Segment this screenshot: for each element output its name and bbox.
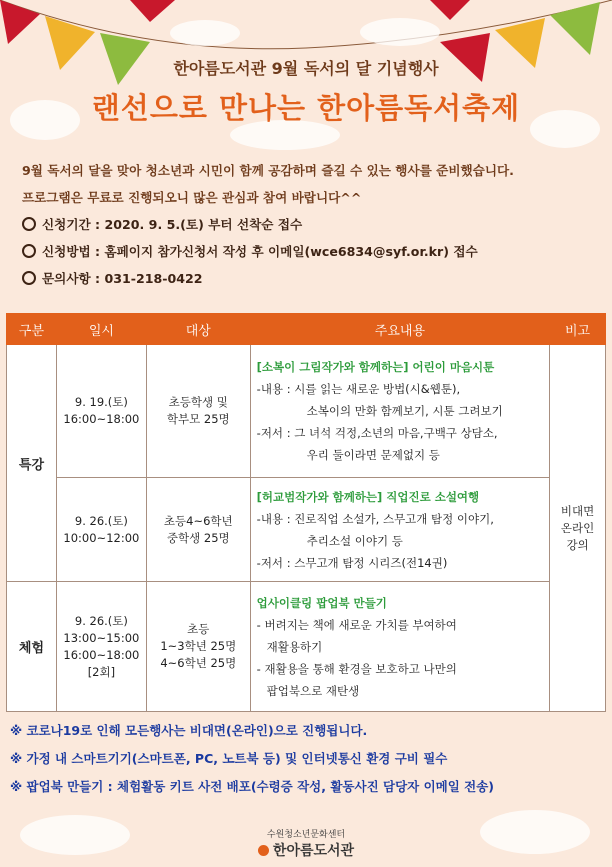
- header-target: 대상: [146, 314, 250, 345]
- row3-heading: 업사이클링 팝업북 만들기: [256, 595, 387, 610]
- header-content: 주요내용: [250, 314, 549, 345]
- row3-target: 초등 1~3학년 25명 4~6학년 25명: [146, 582, 250, 712]
- table-header-row: [7, 314, 606, 345]
- intro-line-2: 프로그램은 무료로 진행되오니 많은 관심과 참여 바랍니다^^: [22, 190, 362, 205]
- row2-date: 9. 26.(토) 10:00~12:00: [56, 478, 146, 582]
- application-period: 신청기간 : 2020. 9. 5.(토) 부터 선착순 접수: [22, 211, 602, 238]
- header-remark: 비고: [550, 314, 606, 345]
- note-item: ※ 코로나19로 인해 모든행사는 비대면(온라인)으로 진행됩니다.: [10, 723, 368, 738]
- row3-content: 업사이클링 팝업북 만들기 - 버려지는 책에 새로운 가치를 부여하여 재활용하기 - 재활용을 통해 환경을 보호하고 나만의 팝업북으로 재탄생: [250, 582, 549, 712]
- note-item: ※ 팝업북 만들기 : 체험활동 키트 사전 배포(수령증 작성, 활동사진 담당자 이메일 전송): [10, 779, 495, 794]
- category-lecture: 특강: [7, 345, 57, 582]
- cloud: [360, 18, 440, 46]
- row2-target: 초등4~6학년 중학생 25명: [146, 478, 250, 582]
- footer-library: 한아름도서관: [0, 840, 612, 860]
- table-row: [7, 478, 606, 582]
- category-experience: 체험: [7, 582, 57, 712]
- footer-org: 수원청소년문화센터: [266, 830, 346, 840]
- notes-section: [10, 717, 605, 801]
- row2-heading: [허교범작가와 함께하는] 직업진로 소설여행: [256, 489, 480, 504]
- event-subtitle: 한아름도서관 9월 독서의 달 기념행사: [173, 59, 439, 78]
- intro-section: [22, 157, 602, 292]
- footer: [0, 827, 612, 860]
- cloud: [170, 20, 240, 46]
- contact-info: 문의사항 : 031-218-0422: [22, 265, 602, 292]
- application-method: 신청방법 : 홈페이지 참가신청서 작성 후 이메일(wce6834@syf.or.kr) 접수: [22, 238, 602, 265]
- row2-content: [허교범작가와 함께하는] 직업진로 소설여행 -내용 : 진로직업 소설가, 스무고개 탐정 이야기, 추리소설 이야기 등 -저서 : 스무고개 탐정 시리즈(전14권): [250, 478, 549, 582]
- bunting-decoration: [0, 0, 612, 100]
- circle-icon: [22, 217, 36, 231]
- row1-content: [소복이 그림작가와 함께하는] 어린이 마음시툰 -내용 : 시를 읽는 새로운 방법(시&웹툰), 소복이의 만화 함께보기, 시툰 그려보기 -저서 : 그 녀석 걱정,소년의 마음,구백구 상담소, 우리 둘이라면 문제없지 등: [250, 345, 549, 478]
- intro-line-1: 9월 독서의 달을 맞아 청소년과 시민이 함께 공감하며 즐길 수 있는 행사를 준비했습니다.: [22, 163, 514, 178]
- table-row: [7, 582, 606, 712]
- library-logo-icon: [258, 845, 269, 856]
- note-item: ※ 가정 내 스마트기기(스마트폰, PC, 노트북 등) 및 인터넷통신 환경 구비 필수: [10, 751, 448, 766]
- row1-target: 초등학생 및 학부모 25명: [146, 345, 250, 478]
- header-category: 구분: [7, 314, 57, 345]
- row3-date: 9. 26.(토) 13:00~15:00 16:00~18:00 [2회]: [56, 582, 146, 712]
- program-table: [6, 313, 606, 712]
- table-row: [7, 345, 606, 478]
- event-title: 랜선으로 만나는 한아름독서축제: [91, 91, 521, 125]
- remark-online: 비대면 온라인 강의: [550, 345, 606, 712]
- row1-heading: [소복이 그림작가와 함께하는] 어린이 마음시툰: [256, 360, 495, 374]
- row1-date: 9. 19.(토) 16:00~18:00: [56, 345, 146, 478]
- circle-icon: [22, 271, 36, 285]
- header-datetime: 일시: [56, 314, 146, 345]
- circle-icon: [22, 244, 36, 258]
